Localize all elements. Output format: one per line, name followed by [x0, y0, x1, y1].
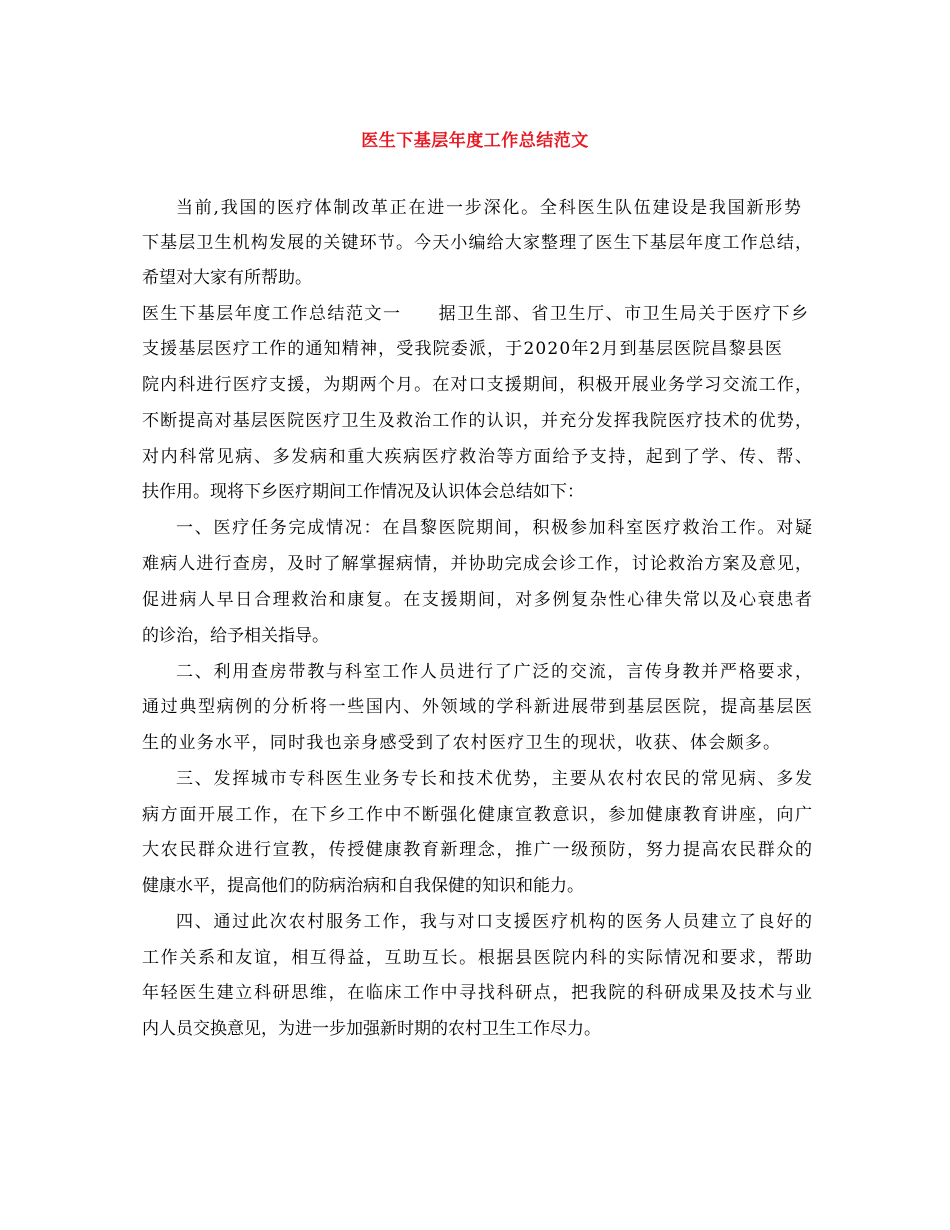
text-line: 促进病人早日合理救治和康复。在支援期间，对多例复杂性心律失常以及心衰患者 [142, 590, 814, 610]
text-line: 难病人进行查房，及时了解掌握病情，并协助完成会诊工作，讨论救治方案及意见， [142, 554, 814, 574]
text-line: 内人员交换意见，为进一步加强新时期的农村卫生工作尽力。 [142, 1019, 601, 1039]
text-line: 不断提高对基层医院医疗卫生及救治工作的认识，并充分发挥我院医疗技术的优势， [142, 411, 814, 431]
text-line: 的诊治，给予相关指导。 [142, 626, 329, 646]
text-line: 医生下基层年度工作总结范文一 据卫生部、省卫生厅、市卫生局关于医疗下乡 [142, 304, 810, 324]
text-line: 病方面开展工作，在下乡工作中不断强化健康宣教意识，参加健康教育讲座，向广 [142, 805, 814, 825]
text-line: 通过典型病例的分析将一些国内、外领域的学科新进展带到基层医院，提高基层医 [142, 697, 814, 717]
text-line: 下基层卫生机构发展的关键环节。今天小编给大家整理了医生下基层年度工作总结， [142, 233, 814, 253]
text-line: 一、医疗任务完成情况：在昌黎医院期间，积极参加科室医疗救治工作。对疑 [176, 518, 814, 538]
text-line: 对内科常见病、多发病和重大疾病医疗救治等方面给予支持，起到了学、传、帮、 [142, 447, 814, 467]
text-line: 扶作用。现将下乡医疗期间工作情况及认识体会总结如下： [142, 482, 584, 502]
text-line: 生的业务水平，同时我也亲身感受到了农村医疗卫生的现状，收获、体会颇多。 [142, 733, 782, 753]
text-line: 支援基层医疗工作的通知精神，受我院委派，于2020年2月到基层医院昌黎县医 [142, 339, 784, 359]
text-line: 当前,我国的医疗体制改革正在进一步深化。全科医生队伍建设是我国新形势 [176, 198, 803, 218]
text-line: 工作关系和友谊，相互得益，互助互长。根据县医院内科的实际情况和要求，帮助 [142, 948, 814, 968]
text-line: 四、通过此次农村服务工作，我与对口支援医疗机构的医务人员建立了良好的 [176, 912, 814, 932]
text-line: 希望对大家有所帮助。 [142, 268, 312, 288]
text-line: 院内科进行医疗支援，为期两个月。在对口支援期间，积极开展业务学习交流工作， [142, 375, 814, 395]
text-line: 健康水平，提高他们的防病治病和自我保健的知识和能力。 [142, 876, 584, 896]
document-title: 医生下基层年度工作总结范文 [361, 131, 589, 151]
text-line: 年轻医生建立科研思维，在临床工作中寻找科研点，把我院的科研成果及技术与业 [142, 983, 814, 1003]
text-line: 三、发挥城市专科医生业务专长和技术优势，主要从农村农民的常见病、多发 [176, 769, 814, 789]
text-line: 大农民群众进行宣教，传授健康教育新理念，推广一级预防，努力提高农民群众的 [142, 840, 814, 860]
text-line: 二、利用查房带教与科室工作人员进行了广泛的交流，言传身教并严格要求， [176, 662, 814, 682]
